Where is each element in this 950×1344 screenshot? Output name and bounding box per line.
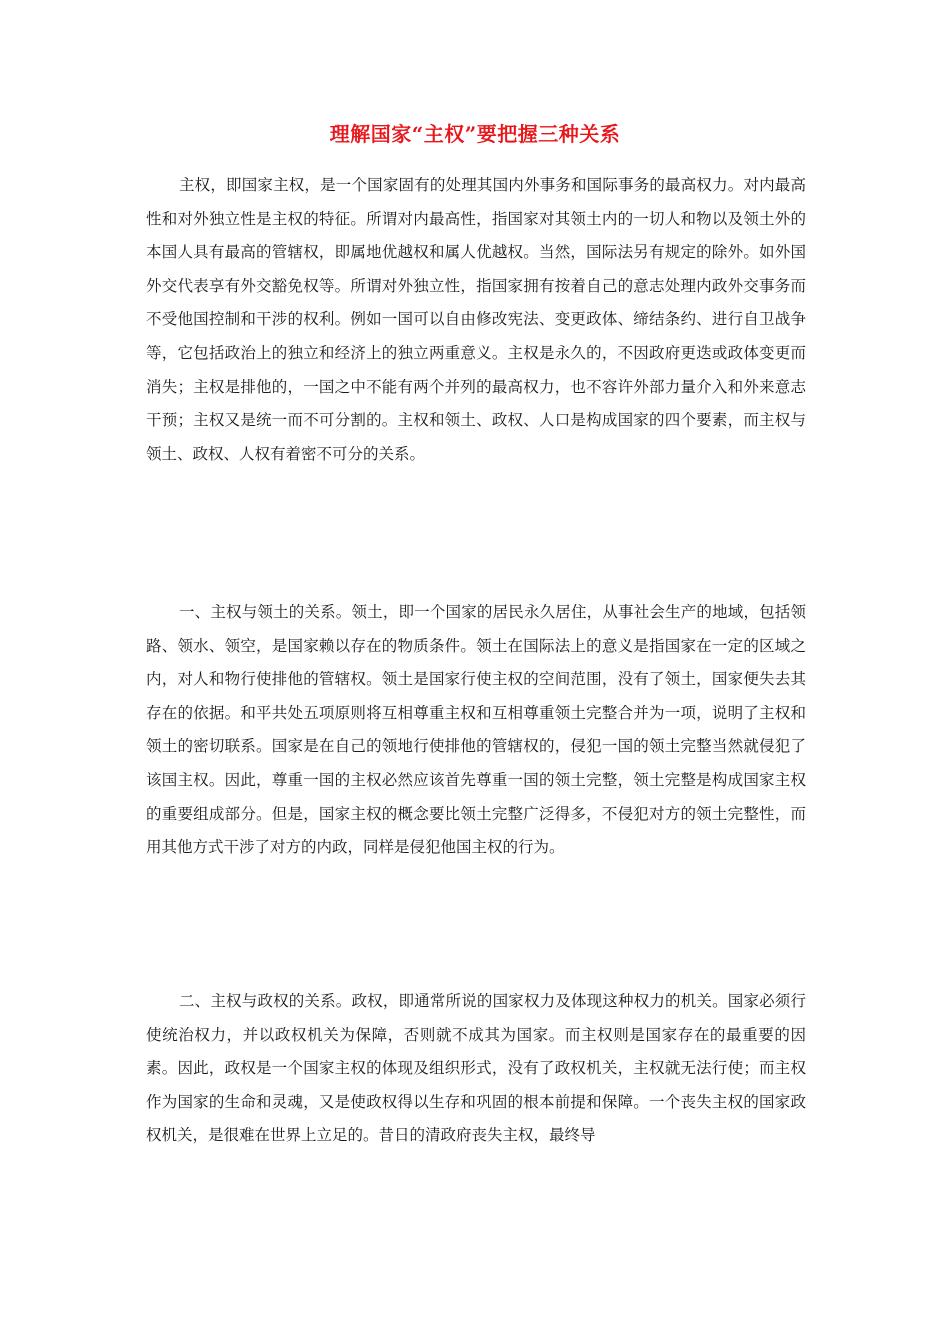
document-title: 理解国家“主权”要把握三种关系 <box>329 122 621 146</box>
paragraph-sovereignty-regime: 二、主权与政权的关系。政权，即通常所说的国家权力及体现这种权力的机关。国家必须行使统治权力，并以政权机关为保障，否则就不成其为国家。而主权则是国家存在的最重要的因素。因此，政权是一个国家主权的体现及组织形式，没有了政权机关，主权就无法行使；而主权作为国家的生命和灵魂，又是使政权得以生存和巩固的根本前提和保障。一个丧失主权的国家政权机关，是很难在世界上立足的。昔日的清政府丧失主权，最终导 <box>146 992 806 1145</box>
paragraph-sovereignty-definition: 主权，即国家主权，是一个国家固有的处理其国内外事务和国际事务的最高权力。对内最高性和对外独立性是主权的特征。所谓对内最高性，指国家对其领土内的一切人和物以及领土外的本国人具有最高的管辖权，即属地优越权和属人优越权。当然，国际法另有规定的除外。如外国外交代表享有外交豁免权等。所谓对外独立性，指国家拥有按着自己的意志处理内政外交事务而不受他国控制和干涉的权利。例如一国可以自由修改宪法、变更政体、缔结条约、进行自卫战争等，它包括政治上的独立和经济上的独立两重意义。主权是永久的，不因政府更迭或政体变更而消失；主权是排他的，一国之中不能有两个并列的最高权力，也不容许外部力量介入和外来意志干预；主权又是统一而不可分割的。主权和领土、政权、人口是构成国家的四个要素，而主权与领土、政权、人权有着密不可分的关系。 <box>146 176 806 463</box>
paragraph-sovereignty-territory: 一、主权与领土的关系。领土，即一个国家的居民永久居住，从事社会生产的地域，包括领路、领水、领空，是国家赖以存在的物质条件。领土在国际法上的意义是指国家在一定的区域之内，对人和物行使排他的管辖权。领土是国家行使主权的空间范围，没有了领土，国家便失去其存在的依据。和平共处五项原则将互相尊重主权和互相尊重领土完整合并为一项，说明了主权和领土的密切联系。国家是在自己的领地行使排他的管辖权的，侵犯一国的领土完整当然就侵犯了该国主权。因此，尊重一国的主权必然应该首先尊重一国的领土完整，领土完整是构成国家主权的重要组成部分。但是，国家主权的概念要比领土完整广泛得多，不侵犯对方的领土完整性，而用其他方式干涉了对方的内政，同样是侵犯他国主权的行为。 <box>146 603 806 857</box>
